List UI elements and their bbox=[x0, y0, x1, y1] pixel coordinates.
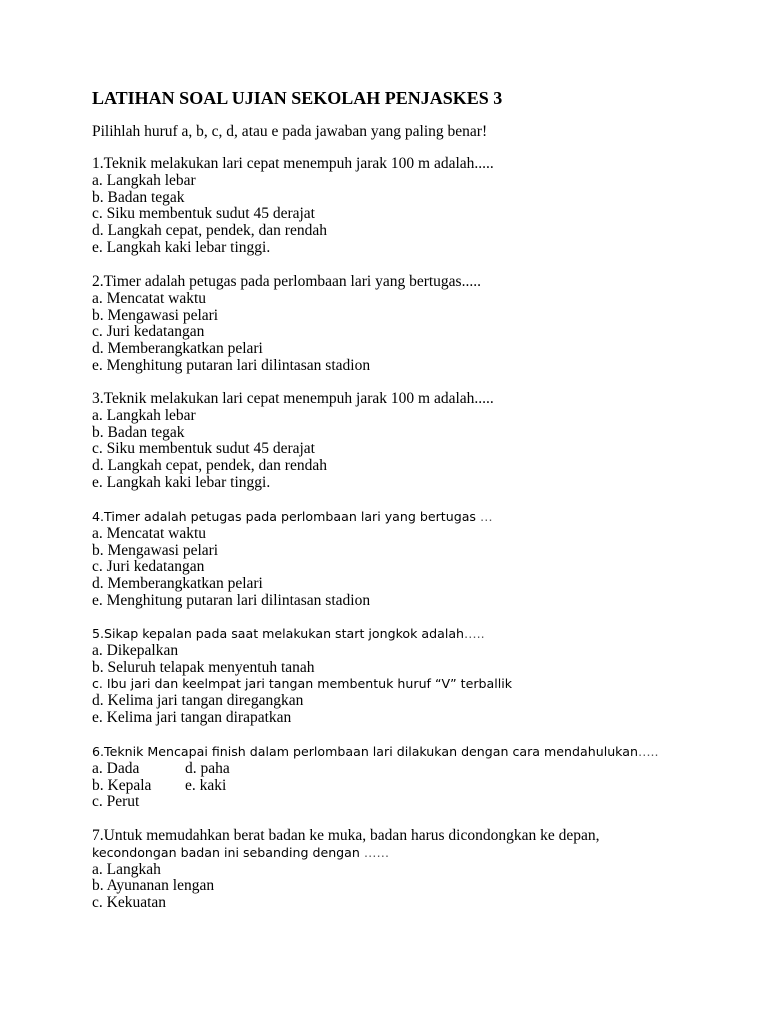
option-e: e. kaki bbox=[185, 776, 227, 794]
question-4 bbox=[92, 509, 732, 610]
question-stem: 3.Teknik melakukan lari cepat menempuh jarak 100 m adalah..... bbox=[92, 390, 494, 407]
question-stem bbox=[92, 509, 732, 526]
option-c: c. Juri kedatangan bbox=[92, 558, 205, 576]
option-d: d. paha bbox=[185, 759, 230, 777]
option-a: a. Mencatat waktu bbox=[92, 524, 207, 542]
question-3 bbox=[92, 391, 732, 492]
question-stem-text: kecondongan badan ini sebanding dengan bbox=[92, 844, 364, 860]
option-c: c. Siku membentuk sudut 45 derajat bbox=[92, 205, 315, 223]
option-a: a. Dada bbox=[92, 759, 140, 777]
option-e: e. Menghitung putaran lari dilintasan stadion bbox=[92, 356, 371, 374]
question-stem: 2.Timer adalah petugas pada perlombaan lari yang bertugas..... bbox=[92, 273, 481, 290]
option-c: c. Juri kedatangan bbox=[92, 323, 205, 341]
question-2 bbox=[92, 274, 732, 375]
option-b: b. Mengawasi pelari bbox=[92, 541, 219, 559]
question-5 bbox=[92, 626, 732, 727]
option-c bbox=[92, 676, 732, 693]
option-a: a. Langkah bbox=[92, 860, 161, 878]
ellipsis: ….. bbox=[637, 744, 659, 759]
option-row bbox=[92, 761, 732, 778]
option-e: e. Langkah kaki lebar tinggi. bbox=[92, 473, 271, 491]
option-d: d. Langkah cepat, pendek, dan rendah bbox=[92, 457, 327, 475]
option-e: e. Langkah kaki lebar tinggi. bbox=[92, 238, 271, 256]
option-d: d. Kelima jari tangan diregangkan bbox=[92, 692, 304, 710]
option-b: b. Badan tegak bbox=[92, 423, 185, 441]
option-d: d. Memberangkatkan pelari bbox=[92, 575, 263, 593]
question-stem-line-1: 7.Untuk memudahkan berat badan ke muka, badan harus dicondongkan ke depan, bbox=[92, 827, 600, 844]
option-e: e. Menghitung putaran lari dilintasan stadion bbox=[92, 591, 371, 609]
option-b: b. Kepala bbox=[92, 776, 152, 794]
option-b: b. Mengawasi pelari bbox=[92, 306, 219, 324]
question-7 bbox=[92, 828, 732, 912]
option-c: c. Perut bbox=[92, 793, 140, 811]
option-b: b. Ayunanan lengan bbox=[92, 877, 215, 895]
option-a: a. Langkah lebar bbox=[92, 406, 196, 424]
option-a: a. Dikepalkan bbox=[92, 641, 179, 659]
option-c: c. Kekuatan bbox=[92, 894, 167, 912]
option-d: d. Langkah cepat, pendek, dan rendah bbox=[92, 222, 327, 240]
question-1 bbox=[92, 156, 732, 257]
ellipsis: … bbox=[479, 509, 493, 524]
option-a: a. Mencatat waktu bbox=[92, 289, 207, 307]
option-row bbox=[92, 794, 732, 811]
ellipsis: ….. bbox=[464, 626, 485, 641]
option-d: d. Memberangkatkan pelari bbox=[92, 340, 263, 358]
option-row bbox=[92, 778, 732, 795]
question-stem bbox=[92, 626, 732, 643]
option-a: a. Langkah lebar bbox=[92, 171, 196, 189]
option-b: b. Badan tegak bbox=[92, 188, 185, 206]
instruction-text: Pilihlah huruf a, b, c, d, atau e pada jawaban yang paling benar! bbox=[92, 123, 488, 140]
question-stem-text: 6.Teknik Mencapai finish dalam perlombaan lari dilakukan dengan cara mendahulukan bbox=[92, 744, 638, 759]
question-stem-text: 5.Sikap kepalan pada saat melakukan start jongkok adalah bbox=[92, 626, 465, 641]
page-title: LATIHAN SOAL UJIAN SEKOLAH PENJASKES 3 bbox=[92, 88, 503, 108]
ellipsis: …… bbox=[363, 844, 390, 860]
question-stem bbox=[92, 744, 732, 761]
question-stem-text: 4.Timer adalah petugas pada perlombaan lari yang bertugas bbox=[92, 509, 480, 524]
question-stem-line-2 bbox=[92, 845, 732, 862]
question-stem: 1.Teknik melakukan lari cepat menempuh jarak 100 m adalah..... bbox=[92, 155, 494, 172]
option-c: c. Siku membentuk sudut 45 derajat bbox=[92, 440, 315, 458]
question-6 bbox=[92, 744, 732, 811]
option-b: b. Seluruh telapak menyentuh tanah bbox=[92, 658, 315, 676]
option-e: e. Kelima jari tangan dirapatkan bbox=[92, 708, 292, 726]
option-c-text: c. Ibu jari dan keelmpat jari tangan membentuk huruf “V” terballik bbox=[92, 676, 513, 692]
